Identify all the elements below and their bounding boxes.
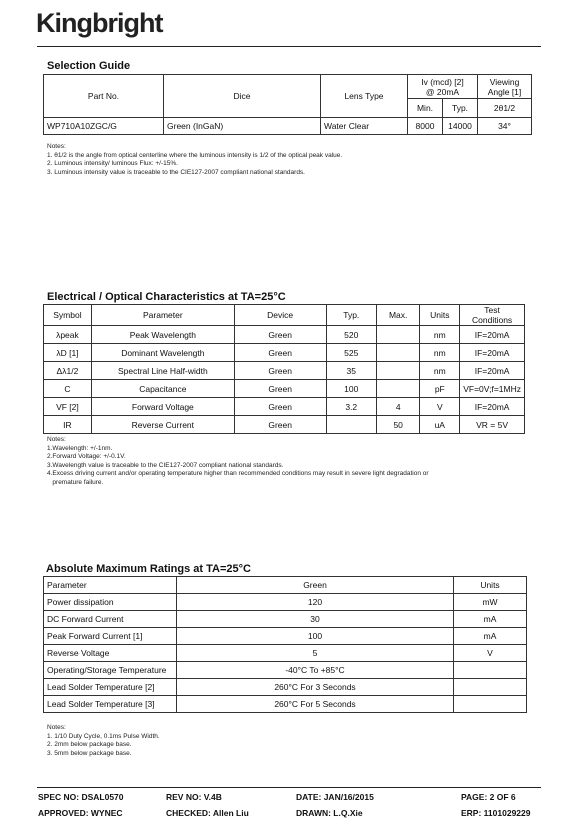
header-min: Min. [408,99,443,118]
electrical-cell: λD [1] [44,344,92,362]
header-lens: Lens Type [321,75,408,118]
cell-dice: Green (InGaN) [164,118,321,135]
header-units: Units [420,305,460,326]
note-line: 1. 1/10 Duty Cycle, 0.1ms Pulse Width. [47,732,160,740]
note-line: 3.Wavelength value is traceable to the CIE127-2007 compliant national standards. [47,461,284,469]
header-half: 2θ1/2 [478,99,532,118]
absolute-cell: -40°C To +85°C [177,662,454,679]
note-line: Notes: [47,724,66,731]
note-line: 2.Forward Voltage: +/-0.1V. [47,453,126,461]
electrical-cell: 4 [377,398,420,416]
header-dice: Dice [164,75,321,118]
electrical-row [44,344,525,362]
electrical-cell: nm [420,362,460,380]
electrical-cell [326,416,377,434]
electrical-cell: λpeak [44,326,92,344]
electrical-cell: Green [234,326,326,344]
note-line: 3. Luminous intensity value is traceable to the CIE127-2007 compliant national standards. [47,168,305,176]
header-units: Units [454,577,527,594]
absolute-cell: 5 [177,645,454,662]
electrical-cell: nm [420,344,460,362]
absolute-cell: 120 [177,594,454,611]
electrical-cell [377,362,420,380]
electrical-cell: pF [420,380,460,398]
checked: CHECKED: Allen Liu [166,808,249,818]
electrical-row [44,326,525,344]
date: DATE: JAN/16/2015 [296,792,374,802]
electrical-cell: uA [420,416,460,434]
electrical-cell [377,380,420,398]
electrical-cell: Dominant Wavelength [91,344,234,362]
note-line: Notes: [47,436,66,443]
erp: ERP: 1101029229 [461,808,531,818]
electrical-title: Electrical / Optical Characteristics at TA=25°C [47,291,286,303]
note-line: 2. Luminous intensity/ luminous Flux: +/-15%. [47,160,178,168]
header-parameter: Parameter [44,577,177,594]
absolute-cell: Peak Forward Current [1] [44,628,177,645]
electrical-row [44,380,525,398]
cell-part: WP710A10ZGC/G [44,118,164,135]
absolute-cell: 260°C For 5 Seconds [177,696,454,713]
absolute-row [44,696,527,713]
brand-logo: Kingbright [36,8,163,38]
footer-divider [37,787,541,788]
electrical-cell: Spectral Line Half-width [91,362,234,380]
electrical-cell: Green [234,398,326,416]
absolute-row [44,628,527,645]
absolute-row [44,594,527,611]
note-line: 4.Excess driving current and/or operating temperature higher than recommended conditions may result in severe light degradation or [47,470,429,478]
approved: APPROVED: WYNEC [38,808,123,818]
absolute-cell: mA [454,628,527,645]
note-line: premature failure. [47,478,104,486]
absolute-cell [454,679,527,696]
absolute-cell: Operating/Storage Temperature [44,662,177,679]
absolute-row [44,662,527,679]
electrical-cell: VF [2] [44,398,92,416]
electrical-cell: Green [234,380,326,398]
absolute-title: Absolute Maximum Ratings at TA=25°C [46,563,251,575]
header-parameter: Parameter [91,305,234,326]
electrical-cell: 3.2 [326,398,377,416]
header-part: Part No. [44,75,164,118]
note-line: 1.Wavelength: +/-1nm. [47,444,113,452]
electrical-cell: VR = 5V [460,416,525,434]
page-number: PAGE: 2 OF 6 [461,792,516,802]
electrical-row [44,416,525,434]
electrical-cell: C [44,380,92,398]
header-iv: Iv (mcd) [2] @ 20mA [408,75,478,99]
note-line: 3. 5mm below package base. [47,749,132,757]
absolute-cell [454,662,527,679]
header-test: Test Conditions [460,305,525,326]
electrical-cell: VF=0V;f=1MHz [460,380,525,398]
electrical-cell: IR [44,416,92,434]
absolute-cell: 260°C For 3 Seconds [177,679,454,696]
electrical-cell: 100 [326,380,377,398]
electrical-row [44,398,525,416]
absolute-cell: DC Forward Current [44,611,177,628]
cell-angle: 34° [478,118,532,135]
electrical-cell: 50 [377,416,420,434]
electrical-cell: Green [234,416,326,434]
electrical-table [43,304,525,434]
drawn: DRAWN: L.Q.Xie [296,808,363,818]
absolute-row [44,645,527,662]
cell-lens: Water Clear [321,118,408,135]
electrical-cell: IF=20mA [460,362,525,380]
electrical-cell [377,344,420,362]
electrical-cell: V [420,398,460,416]
rev-no: REV NO: V.4B [166,792,222,802]
electrical-cell: Reverse Current [91,416,234,434]
electrical-cell: Capacitance [91,380,234,398]
absolute-cell: 100 [177,628,454,645]
electrical-cell: 35 [326,362,377,380]
electrical-cell: Green [234,344,326,362]
selection-title: Selection Guide [47,60,131,72]
absolute-cell: mA [454,611,527,628]
absolute-cell [454,696,527,713]
header-device: Device [234,305,326,326]
electrical-cell: Peak Wavelength [91,326,234,344]
electrical-cell: Forward Voltage [91,398,234,416]
absolute-notes [47,724,160,758]
electrical-cell: Δλ1/2 [44,362,92,380]
electrical-row [44,362,525,380]
electrical-cell: 520 [326,326,377,344]
note-line: Notes: [47,143,66,150]
absolute-cell: Power dissipation [44,594,177,611]
header-typ: Typ. [326,305,377,326]
absolute-cell: Reverse Voltage [44,645,177,662]
absolute-cell: V [454,645,527,662]
cell-typ: 14000 [443,118,478,135]
electrical-cell: nm [420,326,460,344]
absolute-cell: Lead Solder Temperature [2] [44,679,177,696]
header-green: Green [177,577,454,594]
selection-table [43,74,532,135]
absolute-table [43,576,527,713]
note-line: 2. 2mm below package base. [47,741,132,749]
header-symbol: Symbol [44,305,92,326]
absolute-row [44,679,527,696]
absolute-row [44,611,527,628]
electrical-notes [47,436,429,488]
header-divider [37,46,541,47]
electrical-cell [377,326,420,344]
electrical-cell: 525 [326,344,377,362]
electrical-cell: IF=20mA [460,326,525,344]
selection-notes [47,143,342,177]
header-typ: Typ. [443,99,478,118]
cell-min: 8000 [408,118,443,135]
header-max: Max. [377,305,420,326]
spec-no: SPEC NO: DSAL0570 [38,792,124,802]
electrical-cell: IF=20mA [460,398,525,416]
electrical-cell: Green [234,362,326,380]
absolute-cell: 30 [177,611,454,628]
absolute-cell: mW [454,594,527,611]
absolute-cell: Lead Solder Temperature [3] [44,696,177,713]
electrical-cell: IF=20mA [460,344,525,362]
header-angle: Viewing Angle [1] [478,75,532,99]
note-line: 1. θ1/2 is the angle from optical centerline where the luminous intensity is 1/2 of the optical peak value. [47,151,343,159]
